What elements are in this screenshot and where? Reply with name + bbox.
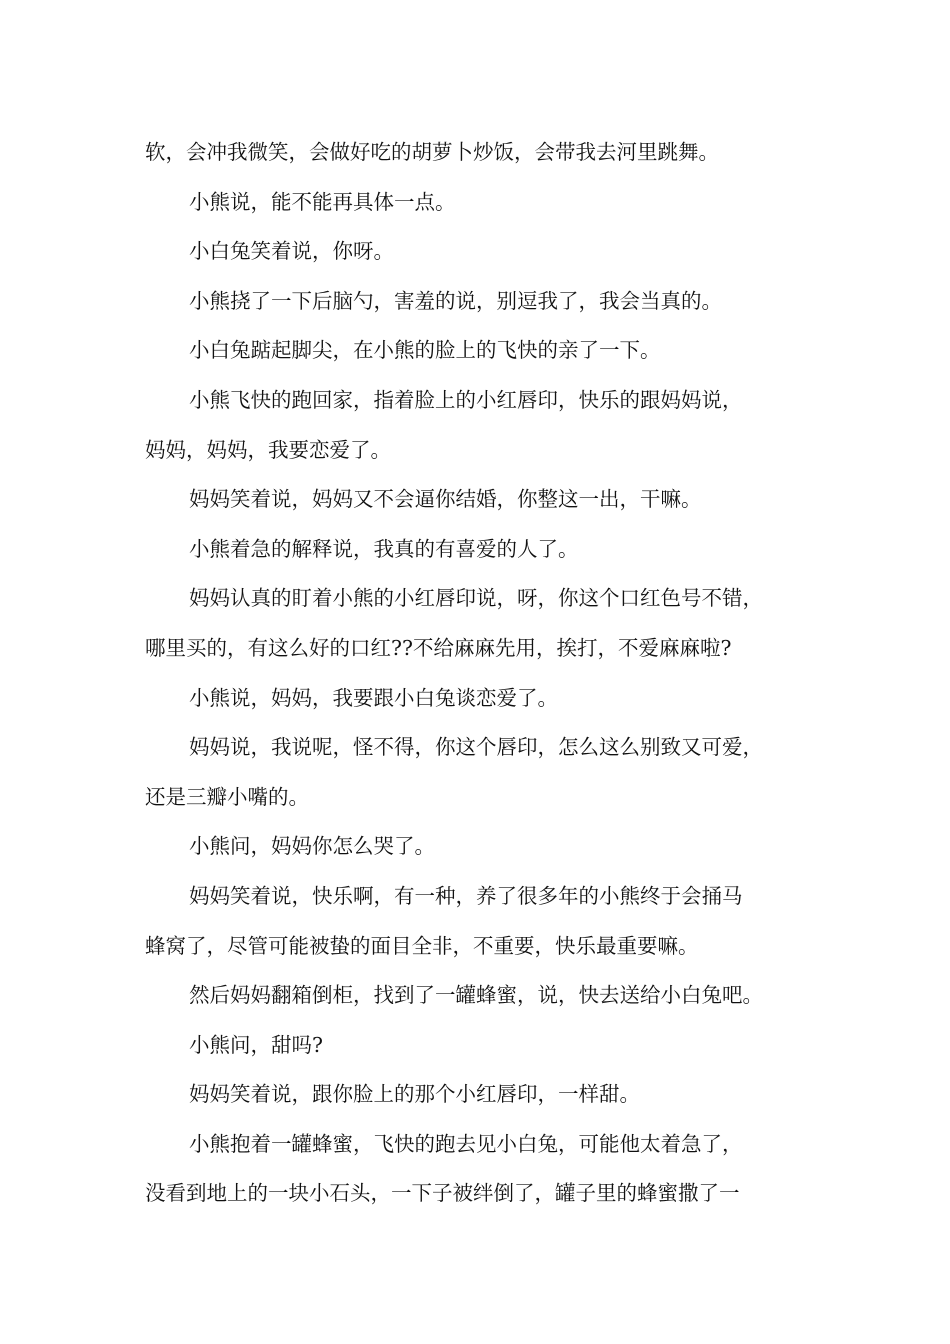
text-line: 妈妈笑着说，跟你脸上的那个小红唇印，一样甜。	[189, 1082, 640, 1107]
text-line: 妈妈说，我说呢，怪不得，你这个唇印，怎么这么别致又可爱，	[189, 735, 763, 760]
text-line: 哪里买的，有这么好的口红??不给麻麻先用，挨打，不爱麻麻啦?	[145, 635, 732, 660]
text-line: 妈妈，妈妈，我要恋爱了。	[145, 437, 391, 462]
text-line: 蜂窝了，尽管可能被蛰的面目全非，不重要，快乐最重要嘛。	[145, 933, 699, 958]
text-line: 还是三瓣小嘴的。	[145, 784, 309, 809]
text-line: 小熊飞快的跑回家，指着脸上的小红唇印，快乐的跟妈妈说，	[189, 387, 743, 412]
text-line: 小熊抱着一罐蜂蜜，飞快的跑去见小白兔，可能他太着急了，	[189, 1131, 743, 1156]
text-line: 小白兔踮起脚尖，在小熊的脸上的飞快的亲了一下。	[189, 338, 661, 363]
text-line: 软，会冲我微笑，会做好吃的胡萝卜炒饭，会带我去河里跳舞。	[145, 140, 719, 164]
text-line: 小熊问，妈妈你怎么哭了。	[189, 834, 435, 859]
text-line: 小熊说，妈妈，我要跟小白兔谈恋爱了。	[189, 685, 558, 710]
text-line: 妈妈笑着说，妈妈又不会逼你结婚，你整这一出，干嘛。	[189, 487, 702, 512]
text-line: 小白兔笑着说，你呀。	[189, 239, 394, 264]
text-line: 小熊着急的解释说，我真的有喜爱的人了。	[189, 536, 579, 561]
text-line: 妈妈笑着说，快乐啊，有一种，养了很多年的小熊终于会捅马	[189, 883, 743, 908]
text-line: 妈妈认真的盯着小熊的小红唇印说，呀，你这个口红色号不错，	[189, 586, 763, 611]
text-line: 没看到地上的一块小石头，一下子被绊倒了，罐子里的蜂蜜撒了一	[145, 1181, 740, 1206]
text-line: 然后妈妈翻箱倒柜，找到了一罐蜂蜜，说，快去送给小白兔吧。	[189, 983, 763, 1008]
document-text-body	[145, 128, 825, 1219]
text-line: 小熊挠了一下后脑勺，害羞的说，别逗我了，我会当真的。	[189, 288, 722, 313]
text-line: 小熊说，能不能再具体一点。	[189, 189, 456, 214]
text-line: 小熊问，甜吗?	[189, 1032, 323, 1057]
